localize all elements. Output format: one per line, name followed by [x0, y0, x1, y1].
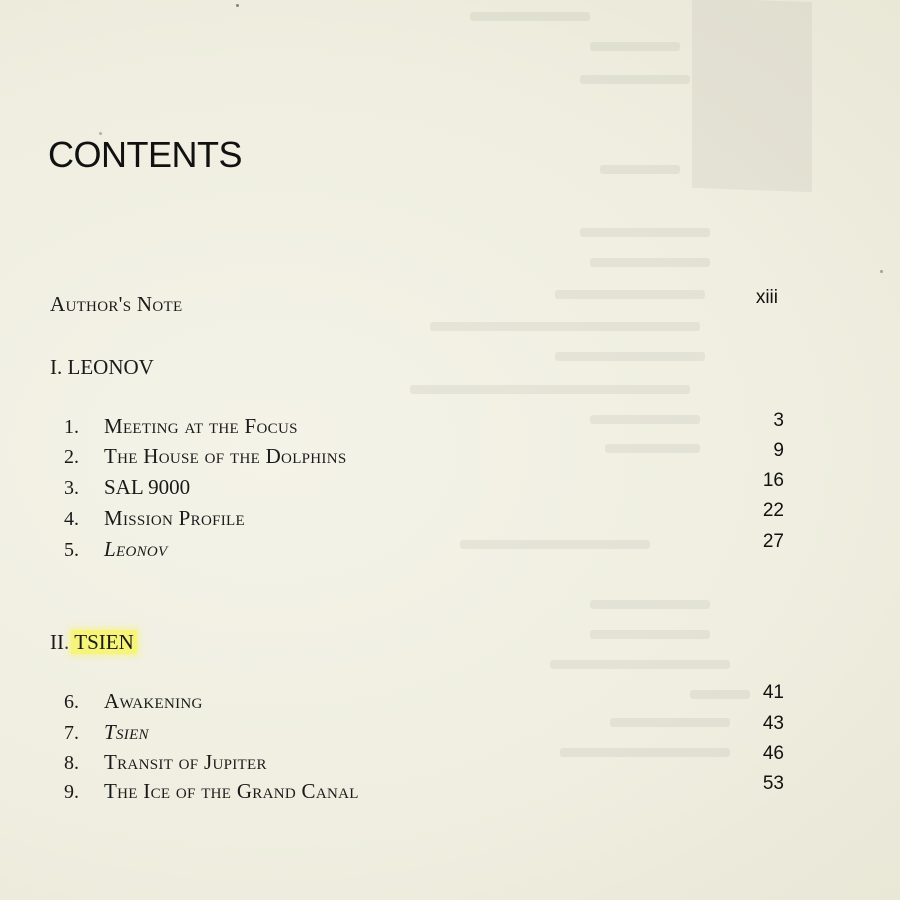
- bleed-through-line: [430, 322, 700, 331]
- chapter-page: 43: [762, 713, 784, 734]
- chapter-number: 5.: [64, 539, 79, 561]
- part-two-prefix: II.: [50, 630, 70, 654]
- bleed-through-line: [590, 42, 680, 51]
- bleed-through-line: [610, 718, 730, 727]
- bleed-through-line: [555, 290, 705, 299]
- chapter-page: 53: [762, 773, 784, 794]
- page-title: CONTENTS: [48, 134, 242, 175]
- chapter-row: [64, 414, 298, 439]
- bleed-through-shadow: [692, 0, 812, 192]
- chapter-row: [64, 720, 149, 745]
- bleed-through-line: [590, 630, 710, 639]
- bleed-through-line: [590, 258, 710, 267]
- chapter-number: 3.: [64, 477, 79, 499]
- chapter-title: Mission Profile: [104, 506, 245, 530]
- chapter-row: [64, 475, 190, 500]
- author-note-page: xiii: [755, 287, 778, 308]
- chapter-title: Awakening: [104, 689, 203, 713]
- bleed-through-line: [590, 600, 710, 609]
- chapter-page: 3: [773, 410, 784, 431]
- chapter-page: 46: [762, 743, 784, 764]
- bleed-through-line: [600, 165, 680, 174]
- chapter-title: Transit of Jupiter: [104, 750, 267, 774]
- part-two-heading: [50, 630, 137, 655]
- part-one-heading: I. LEONOV: [50, 355, 154, 379]
- chapter-page: 27: [762, 531, 784, 552]
- chapter-page: 41: [762, 682, 784, 703]
- chapter-number: 2.: [64, 446, 79, 468]
- chapter-page: 9: [773, 440, 784, 461]
- author-note-label: Author's Note: [50, 292, 183, 316]
- chapter-title: SAL 9000: [104, 475, 191, 499]
- chapter-title: Tsien: [104, 720, 149, 744]
- chapter-page: 22: [762, 500, 784, 521]
- bleed-through-line: [460, 540, 650, 549]
- chapter-number: 8.: [64, 752, 79, 774]
- chapter-row: [64, 750, 267, 775]
- bleed-through-line: [470, 12, 590, 21]
- bleed-through-line: [590, 415, 700, 424]
- bleed-through-line: [605, 444, 700, 453]
- dust-speck: [236, 4, 239, 7]
- chapter-title: The Ice of the Grand Canal: [104, 779, 359, 803]
- dust-speck: [880, 270, 883, 273]
- bleed-through-line: [560, 748, 730, 757]
- chapter-row: [64, 779, 359, 804]
- chapter-number: 9.: [64, 781, 79, 803]
- chapter-row: [64, 689, 203, 714]
- chapter-row: [64, 506, 245, 531]
- bleed-through-line: [555, 352, 705, 361]
- bleed-through-line: [580, 228, 710, 237]
- part-two-title-highlighted: TSIEN: [71, 630, 137, 654]
- chapter-title: Meeting at the Focus: [104, 414, 298, 438]
- chapter-number: 6.: [64, 691, 79, 713]
- bleed-through-line: [410, 385, 690, 394]
- chapter-row: [64, 444, 347, 469]
- chapter-number: 4.: [64, 508, 79, 530]
- chapter-page: 16: [762, 470, 784, 491]
- chapter-title: The House of the Dolphins: [104, 444, 347, 468]
- chapter-number: 7.: [64, 722, 79, 744]
- chapter-row: [64, 537, 167, 562]
- chapter-title: Leonov: [104, 537, 168, 561]
- bleed-through-line: [580, 75, 690, 84]
- bleed-through-line: [550, 660, 730, 669]
- chapter-number: 1.: [64, 416, 79, 438]
